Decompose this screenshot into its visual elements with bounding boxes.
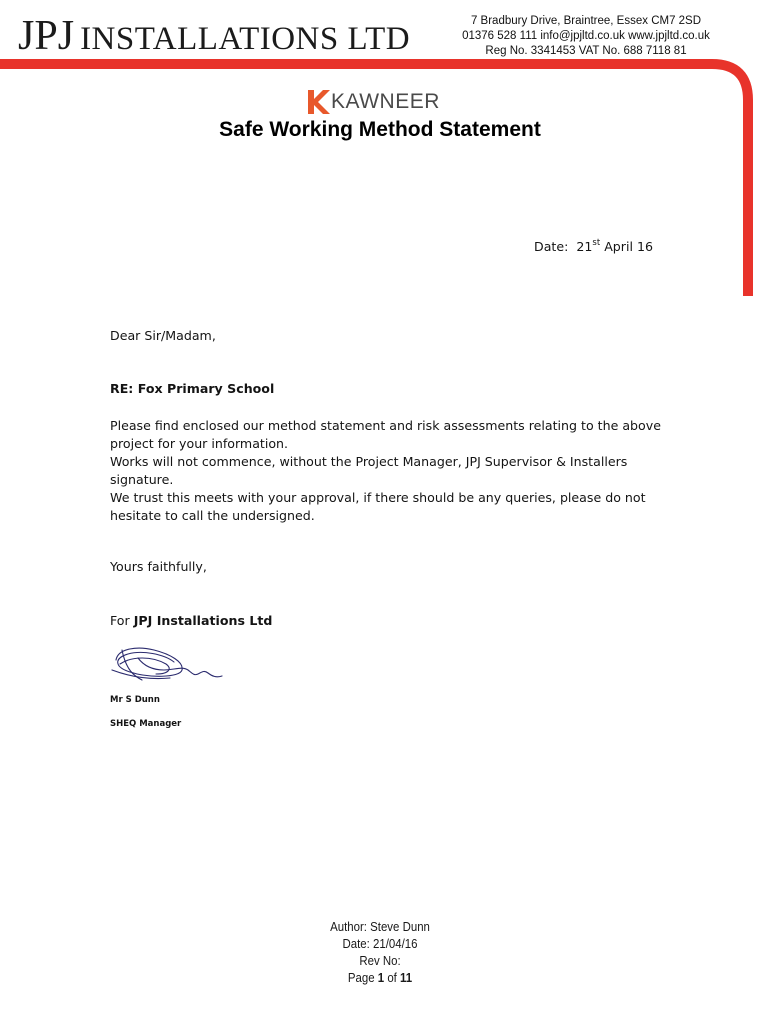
footer-date: Date: 21/04/16	[342, 936, 418, 951]
company-registration: Reg No. 3341453 VAT No. 688 7118 81	[485, 45, 687, 57]
kawneer-brand-text: KAWNEER	[331, 90, 440, 113]
handwritten-signature	[108, 640, 230, 690]
company-contact: 01376 528 111 info@jpjltd.co.uk www.jpjltd.co.uk	[462, 30, 710, 42]
date-day: 21	[576, 239, 593, 255]
body-paragraph: Works will not commence, without the Project Manager, JPJ Supervisor & Installers signature.	[110, 454, 628, 487]
document-title: Safe Working Method Statement	[219, 118, 541, 141]
signer-name: Mr S Dunn	[110, 695, 160, 705]
footer-page-number	[46, 969, 715, 986]
company-name: INSTALLATIONS LTD	[80, 21, 411, 57]
footer-rev: Rev No:	[359, 953, 401, 968]
page-current: 1	[377, 970, 385, 985]
page-prefix: Page	[347, 970, 375, 985]
signer-role: SHEQ Manager	[110, 719, 182, 729]
for-company: JPJ Installations Ltd	[133, 613, 273, 628]
subject-line: RE: Fox Primary School	[110, 381, 275, 396]
for-prefix: For	[110, 613, 130, 628]
body-paragraph: We trust this meets with your approval, if there should be any queries, please do not hesitate to call the undersigned.	[110, 490, 646, 523]
date-rest: April 16	[604, 239, 654, 255]
kawneer-k-icon	[306, 89, 330, 115]
letter-date	[534, 239, 653, 254]
date-label: Date:	[534, 239, 569, 255]
kawneer-logo	[306, 89, 440, 117]
company-initials: JPJ	[18, 13, 75, 59]
company-address-block	[426, 14, 746, 59]
page-total: 11	[400, 970, 413, 985]
document-footer	[46, 918, 715, 986]
for-company-line	[110, 613, 272, 628]
footer-author: Author: Steve Dunn	[330, 919, 430, 934]
company-logo	[18, 14, 410, 61]
closing: Yours faithfully,	[110, 559, 207, 574]
date-suffix: st	[592, 238, 601, 248]
salutation: Dear Sir/Madam,	[110, 328, 216, 343]
page-of: of	[387, 970, 397, 985]
company-address: 7 Bradbury Drive, Braintree, Essex CM7 2SD	[470, 15, 702, 27]
body-paragraph: Please find enclosed our method statement and risk assessments relating to the above project for your information.	[110, 418, 661, 451]
letter-body	[110, 417, 670, 525]
